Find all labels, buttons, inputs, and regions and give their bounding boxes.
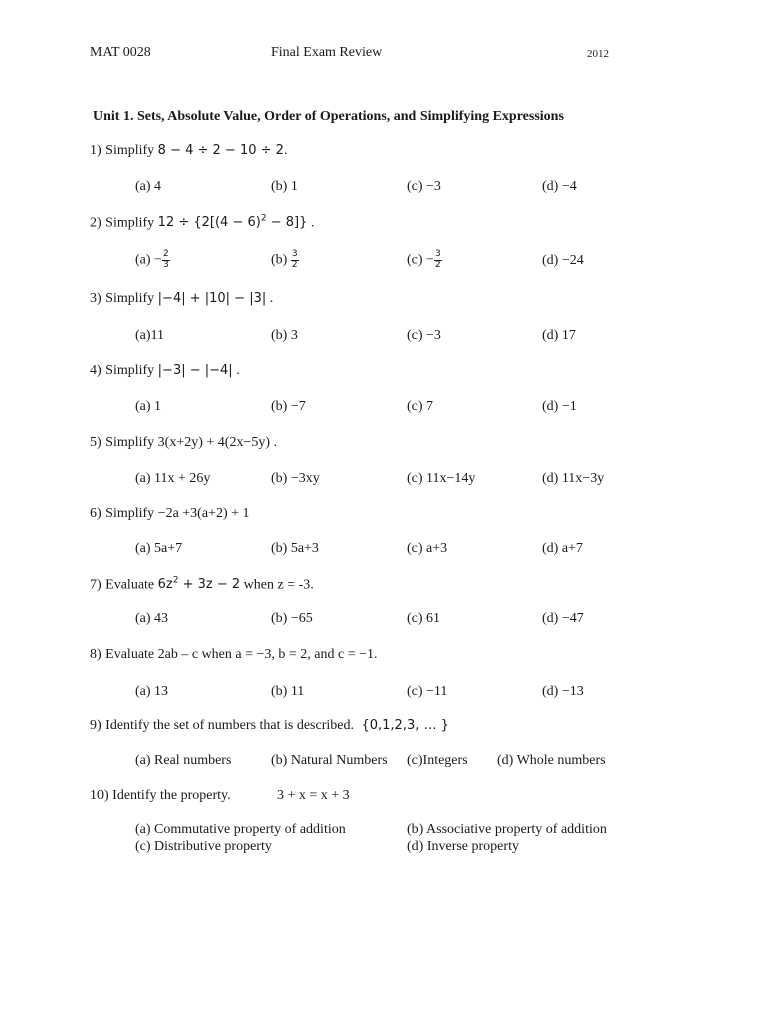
question-expression: |−4| + |10| − |3| xyxy=(157,291,267,306)
question-prompt: 3) Simplify xyxy=(90,291,155,306)
option-c[interactable]: (c) −11 xyxy=(407,684,448,699)
question-prompt: 1) Simplify xyxy=(90,143,155,158)
option-d[interactable]: (d) −24 xyxy=(542,253,584,268)
option-b[interactable]: (b) −65 xyxy=(271,611,313,626)
option-b[interactable]: (b) 5a+3 xyxy=(271,541,319,556)
option-d[interactable]: (d) 11x−3y xyxy=(542,471,605,486)
option-d[interactable]: (d) −13 xyxy=(542,684,584,699)
question-expression: |−3| − |−4| xyxy=(157,363,233,378)
question-5: 5) Simplify 3(x+2y) + 4(2x−5y) . xyxy=(90,435,278,450)
option-b[interactable]: (b) 11 xyxy=(271,684,305,699)
question-7 xyxy=(90,577,314,592)
option-c[interactable]: (c) 11x−14y xyxy=(407,471,476,486)
question-expression: {0,1,2,3, … } xyxy=(361,718,449,733)
option-c[interactable]: (c) − $\frac{3}{2}$ xyxy=(407,249,441,270)
question-prompt: 10) Identify the property. xyxy=(90,788,231,803)
question-prompt: 7) Evaluate xyxy=(90,577,155,593)
question-expression: $12 \div \{2[(4 - 6)^2 - 8]\}$ xyxy=(157,214,308,231)
option-b[interactable]: (b) $\frac{3}{2}$ xyxy=(271,249,298,270)
question-tail: when z = -3. xyxy=(240,577,314,593)
question-expression: 8 − 4 ÷ 2 − 10 ÷ 2 xyxy=(157,143,284,158)
option-d[interactable]: (d) Whole numbers xyxy=(497,753,606,768)
year-label: 2012 xyxy=(587,48,609,60)
question-expression: 3 + x = x + 3 xyxy=(277,788,350,803)
question-prompt: 9) Identify the set of numbers that is described. xyxy=(90,718,354,733)
course-code: MAT 0028 xyxy=(90,45,151,60)
option-c[interactable]: (c) −3 xyxy=(407,179,441,194)
question-expression: $6z^2 + 3z - 2$ xyxy=(157,576,241,593)
question-9 xyxy=(90,719,449,733)
option-a[interactable]: (a)11 xyxy=(135,328,165,343)
option-c[interactable]: (c) −3 xyxy=(407,328,441,343)
question-8: 8) Evaluate 2ab – c when a = −3, b = 2, and c = −1. xyxy=(90,647,378,662)
option-c[interactable]: (c) 61 xyxy=(407,611,441,626)
fraction: $\frac{3}{2}$ xyxy=(291,249,298,270)
question-tail: . xyxy=(307,215,315,231)
fraction: $\frac{3}{2}$ xyxy=(434,249,441,270)
question-4 xyxy=(90,364,240,378)
option-c[interactable]: (c) Distributive property xyxy=(135,839,272,854)
question-2 xyxy=(90,215,314,230)
option-c[interactable]: (c) 7 xyxy=(407,399,434,414)
question-1 xyxy=(90,144,287,158)
fraction: $\frac{2}{3}$ xyxy=(162,249,169,270)
option-a[interactable]: (a) 4 xyxy=(135,179,162,194)
question-3 xyxy=(90,292,273,306)
option-b[interactable]: (b) Natural Numbers xyxy=(271,753,388,768)
option-a[interactable]: (a) 5a+7 xyxy=(135,541,183,556)
option-d[interactable]: (d) a+7 xyxy=(542,541,583,556)
question-tail: . xyxy=(266,291,274,306)
question-prompt: 4) Simplify xyxy=(90,363,155,378)
option-b[interactable]: (b) Associative property of addition xyxy=(407,822,607,837)
option-c[interactable]: (c)Integers xyxy=(407,753,468,768)
option-d[interactable]: (d) −1 xyxy=(542,399,577,414)
option-d[interactable]: (d) −4 xyxy=(542,179,577,194)
option-b[interactable]: (b) 1 xyxy=(271,179,298,194)
option-b[interactable]: (b) −3xy xyxy=(271,471,320,486)
option-b[interactable]: (b) 3 xyxy=(271,328,298,343)
question-tail: . xyxy=(232,363,240,378)
question-10 xyxy=(90,789,231,803)
option-c[interactable]: (c) a+3 xyxy=(407,541,448,556)
option-a[interactable]: (a) 11x + 26y xyxy=(135,471,211,486)
option-d[interactable]: (d) 17 xyxy=(542,328,576,343)
question-prompt: 2) Simplify xyxy=(90,215,155,231)
unit-title: Unit 1. Sets, Absolute Value, Order of Operations, and Simplifying Expressions xyxy=(93,109,564,124)
option-a[interactable]: (a) 1 xyxy=(135,399,162,414)
option-d[interactable]: (d) Inverse property xyxy=(407,839,519,854)
option-d[interactable]: (d) −47 xyxy=(542,611,584,626)
document-title: Final Exam Review xyxy=(271,45,383,60)
question-tail: . xyxy=(283,143,288,158)
option-a[interactable]: (a) Real numbers xyxy=(135,753,232,768)
option-a[interactable]: (a) 43 xyxy=(135,611,169,626)
option-a[interactable]: (a) − $\frac{2}{3}$ xyxy=(135,249,169,270)
option-a[interactable]: (a) 13 xyxy=(135,684,169,699)
option-a[interactable]: (a) Commutative property of addition xyxy=(135,822,346,837)
question-6: 6) Simplify −2a +3(a+2) + 1 xyxy=(90,506,250,521)
option-b[interactable]: (b) −7 xyxy=(271,399,306,414)
